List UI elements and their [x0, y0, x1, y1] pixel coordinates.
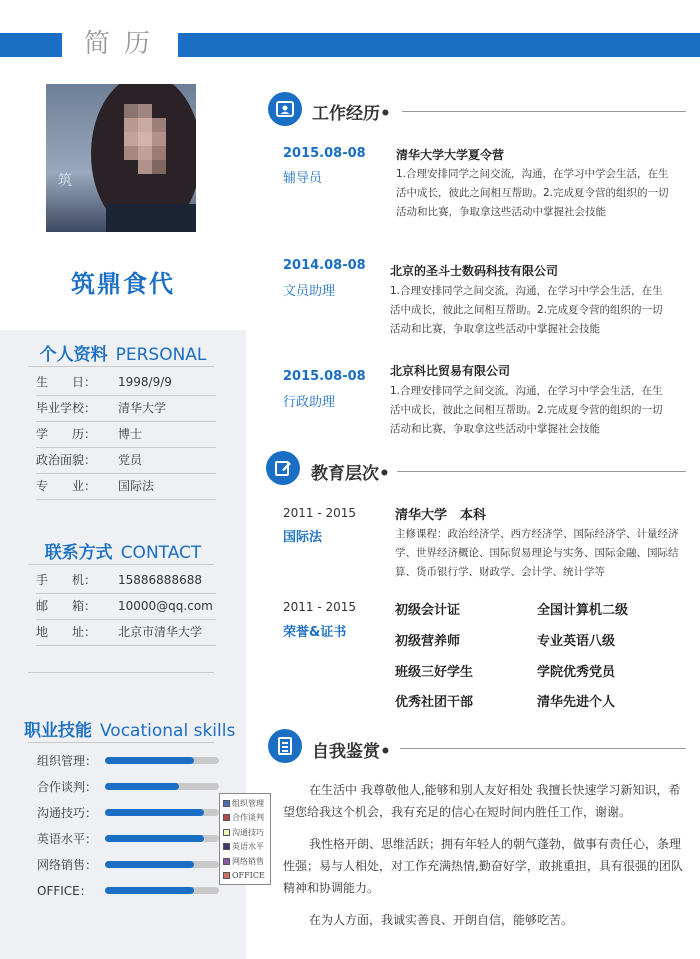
personal-row: 生 日： 1998/9/9: [36, 370, 216, 396]
school-major: 国际法: [283, 530, 323, 545]
skill-bar-fill: [105, 861, 194, 868]
self-paragraph: 在生活中 我尊敬他人,能够和别人友好相处 我擅长快速学习新知识，希望您给我这个机会，我有充足的信心在短时间内胜任工作，谢谢。: [283, 783, 681, 819]
contact-section-title: [0, 538, 246, 563]
self-paragraph: 我性格开朗、思维活跃；拥有年轻人的朝气蓬勃，做事有责任心，条理性强；易与人相处，对工作充满热情,勤奋好学，敢挑重担，具有很强的团队精神和协调能力。: [283, 837, 683, 895]
work-role: 行政助理: [283, 395, 336, 410]
work-role: 文员助理: [283, 284, 336, 299]
legend-item: 网络销售: [223, 854, 267, 869]
work-title-line: [402, 111, 686, 112]
contact-title-en: CONTACT: [120, 543, 202, 563]
work-org: 清华大学大学夏令营: [396, 148, 505, 162]
skill-bar-fill: [105, 835, 204, 842]
header-bar-right: [178, 33, 700, 57]
work-date: 2015.08-08: [283, 369, 366, 384]
personal-row: 专 业： 国际法: [36, 474, 216, 500]
honor-item: 专业英语八级: [537, 634, 616, 649]
contact-row-address: 地 址： 北京市清华大学: [36, 620, 216, 646]
legend-item: OFFICE: [223, 869, 267, 884]
skills-section-title: [24, 716, 235, 741]
skills-title-en: Vocational skills: [100, 721, 236, 741]
work-desc: 1.合理安排同学之间交流，沟通，在学习中学会生活，在生活中成长，彼此之间相互帮助。2.完成夏令营的组织的一切活动和比赛，争取拿这些活动中掌握社会技能: [396, 168, 669, 218]
personal-section-title: [0, 340, 246, 365]
legend-item: 组织管理: [223, 796, 267, 811]
skills-legend: [219, 793, 271, 885]
photo-caption: 筑: [58, 173, 72, 189]
skill-bar-fill: [105, 809, 204, 816]
education-section-title: 教育层次•: [311, 464, 390, 484]
honor-item: 初级会计证: [395, 603, 461, 618]
legend-item: 沟通技巧: [223, 825, 267, 840]
id-card-icon: [276, 100, 294, 118]
legend-item: 合作谈判: [223, 811, 267, 826]
skill-bar-fill: [105, 757, 194, 764]
skill-bar: [105, 887, 219, 894]
contact-title-cn: 联系方式: [44, 543, 113, 563]
contact-divider: [28, 564, 214, 565]
skill-label: OFFICE：: [37, 884, 92, 898]
work-section-title: 工作经历•: [312, 104, 391, 124]
school-courses: 主修课程：政治经济学、西方经济学、国际经济学、计量经济学、世界经济概论、国际贸易理论与实务、国际金融、国际结算、货币银行学、财政学、会计学、统计学等: [395, 528, 679, 578]
skill-bar: [105, 861, 219, 868]
skills-divider: [28, 742, 214, 743]
honor-item: 清华先进个人: [537, 695, 616, 710]
school-date: 2011 - 2015: [283, 506, 357, 520]
honor-item: 初级营养师: [395, 634, 461, 649]
personal-row: 政治面貌： 党员: [36, 448, 216, 474]
self-section-title: 自我鉴赏•: [312, 742, 391, 762]
skill-bar: [105, 809, 219, 816]
personal-row: 学 历： 博士: [36, 422, 216, 448]
honor-item: 班级三好学生: [395, 665, 474, 680]
skill-bar-fill: [105, 887, 194, 894]
skill-bar: [105, 835, 219, 842]
personal-row: 毕业学校： 清华大学: [36, 396, 216, 422]
self-section-icon: [268, 729, 302, 763]
document-icon: [276, 737, 294, 755]
candidate-name: 筑鼎食代: [71, 270, 175, 298]
personal-title-cn: 个人资料: [39, 345, 108, 365]
skill-bar-fill: [105, 783, 179, 790]
skill-label: 组织管理：: [37, 754, 98, 768]
self-title-line: [400, 748, 686, 749]
edit-icon: [274, 459, 292, 477]
honors-label: 荣誉&证书: [283, 625, 347, 640]
work-desc: 1.合理安排同学之间交流，沟通，在学习中学会生活，在生活中成长，彼此之间相互帮助。2.完成夏令营的组织的一切活动和比赛，争取拿这些活动中掌握社会技能: [390, 385, 663, 435]
skill-label: 合作谈判：: [37, 780, 98, 794]
honors-date: 2011 - 2015: [283, 600, 357, 614]
education-title-line: [397, 471, 686, 472]
skill-label: 网络销售：: [37, 858, 98, 872]
skill-bar: [105, 757, 219, 764]
contact-row-email: 邮 箱： 10000@qq.com: [36, 594, 216, 620]
contact-row-phone: 手 机： 15886888688: [36, 568, 216, 594]
personal-title-en: PERSONAL: [115, 345, 207, 365]
education-section-icon: [266, 451, 300, 485]
legend-item: 英语水平: [223, 840, 267, 855]
work-date: 2015.08-08: [283, 146, 366, 161]
honor-item: 优秀社团干部: [395, 695, 474, 710]
work-date: 2014.08-08: [283, 258, 366, 273]
skill-label: 英语水平：: [37, 832, 98, 846]
personal-divider: [28, 366, 214, 367]
honor-item: 全国计算机二级: [537, 603, 629, 618]
honor-item: 学院优秀党员: [537, 665, 616, 680]
work-section-icon: [268, 92, 302, 126]
page-title: 简历: [84, 29, 165, 59]
work-org: 北京的圣斗士数码科技有限公司: [390, 264, 559, 278]
skill-bar: [105, 783, 219, 790]
work-org: 北京科比贸易有限公司: [390, 364, 511, 378]
self-paragraph: 在为人方面，我诚实善良、开朗自信，能够吃苦。: [309, 913, 574, 927]
school-name: 清华大学 本科: [395, 508, 487, 523]
header-bar-left: [0, 33, 62, 57]
work-role: 辅导员: [283, 171, 323, 186]
skills-title-cn: 职业技能: [24, 721, 92, 741]
skill-label: 沟通技巧：: [37, 806, 98, 820]
profile-photo: [46, 84, 196, 232]
contact-bottom-divider: [28, 672, 214, 673]
work-desc: 1.合理安排同学之间交流，沟通，在学习中学会生活，在生活中成长，彼此之间相互帮助。2.完成夏令营的组织的一切活动和比赛，争取拿这些活动中掌握社会技能: [390, 285, 663, 335]
